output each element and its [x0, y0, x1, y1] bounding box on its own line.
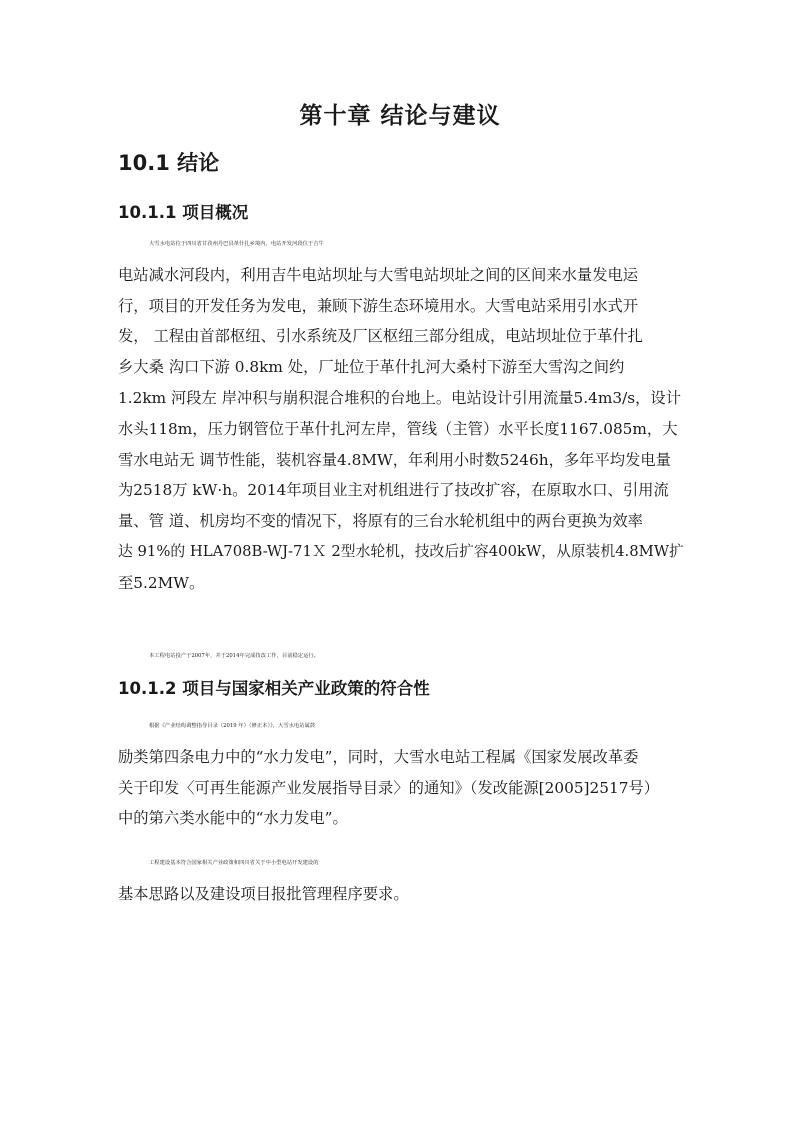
text-line: 励类第四条电力中的“水力发电”，同时，大雪水电站工程属《国家发展改革委	[118, 747, 639, 766]
text-line: 雪水电站无 调节性能，装机容量4.8MW，年利用小时数5246h，多年平均发电量	[118, 450, 671, 469]
text-line: 根据《产业结构调整指导目录（2019 年）（修正本）》，大雪水电站属鼓	[149, 723, 316, 729]
text-line: 电站减水河段内，利用吉牛电站坝址与大雪电站坝址之间的区间来水量发电运	[118, 265, 639, 284]
text-line: 至5.2MW。	[118, 573, 205, 592]
paragraph-project-overview	[118, 229, 686, 599]
text-line: 本工程电站投产于2007年，并于2014年完成技改工作，目前稳定运行。	[149, 653, 319, 659]
text-line: 关于印发〈可再生能源产业发展指导目录〉的通知》（发改能源[2005]2517号）	[118, 778, 660, 797]
text-line: 乡大桑 沟口下游 0.8km 处，厂址位于革什扎河大桑村下游至大雪沟之间约	[118, 358, 625, 377]
text-line: 中的第六类水能中的“水力发电”。	[118, 809, 348, 828]
text-line: 达 91%的 HLA708B-WJ-71Ｘ 2型水轮机，技改后扩容400kW，从原装机4.8MW扩	[118, 542, 684, 560]
text-line: 行，项目的开发任务为发电，兼顾下游生态环境用水。大雪电站采用引水式开	[118, 296, 639, 315]
paragraph-operation-status	[118, 641, 686, 672]
text-line: 1.2km 河段左 岸冲积与崩积混合堆积的台地上。电站设计引用流量5.4m3/s，设计	[118, 388, 682, 407]
text-line: 发， 工程由首部枢纽、引水系统及厂区枢纽三部分组成，电站坝址位于革什扎	[118, 327, 643, 346]
section-title: 10.1 结论	[118, 151, 220, 175]
text-line: 量、管 道、机房均不变的情况下，将原有的三台水轮机组中的两台更换为效率	[118, 512, 643, 531]
chapter-title: 第十章 结论与建议	[299, 103, 501, 129]
text-line: 工程建设基本符合国家相关产业政策和四川省关于中小型电站开发建设的	[149, 860, 319, 866]
paragraph-policy-conclusion	[118, 848, 686, 910]
text-line: 大雪水电站位于四川省甘孜州丹巴县革什扎乡境内，电站开发河段位于吉牛	[149, 241, 324, 247]
subsection-title-policy: 10.1.2 项目与国家相关产业政策的符合性	[118, 679, 430, 698]
text-line: 基本思路以及建设项目报批管理程序要求。	[118, 884, 409, 903]
text-line: 为2518万 kW·h。2014年项目业主对机组进行了技改扩容，在原取水口、引用流	[118, 481, 669, 500]
subsection-title-overview: 10.1.1 项目概况	[118, 203, 249, 222]
text-line: 水头118m，压力钢管位于革什扎河左岸，管线（主管）水平长度1167.085m，大	[118, 419, 678, 438]
paragraph-policy-compliance	[118, 711, 686, 834]
